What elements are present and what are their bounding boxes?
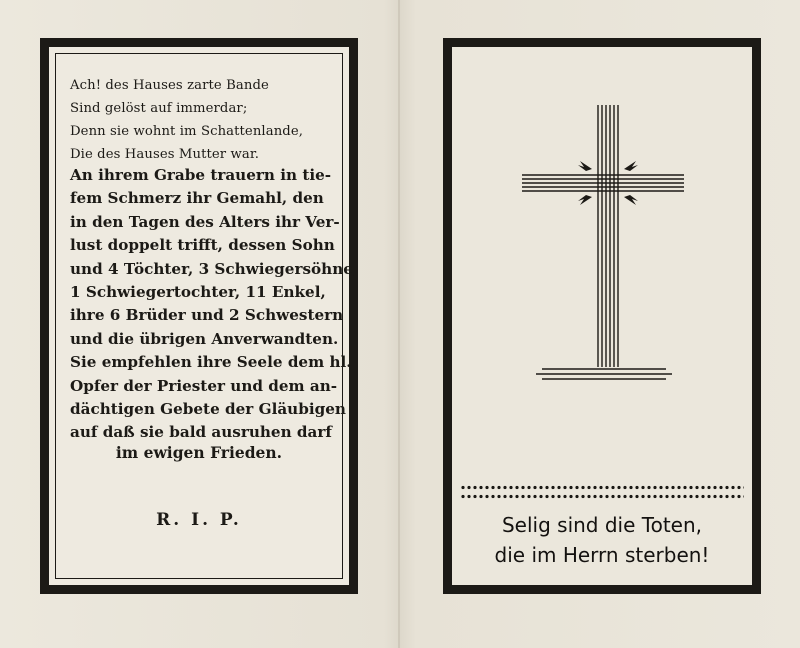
verse-line: Die des Hauses Mutter war. xyxy=(70,147,260,162)
motto-line: die im Herrn sterben! xyxy=(494,543,710,567)
body-line: An ihrem Grabe trauern in tie- xyxy=(70,166,332,184)
closing-line: im ewigen Frieden. xyxy=(115,443,283,462)
body-line: und die übrigen Anverwandten. xyxy=(70,329,339,348)
card-fold xyxy=(398,0,400,648)
right-panel-frame xyxy=(443,38,761,594)
verse-line: Denn sie wohnt im Schattenlande, xyxy=(70,124,304,139)
verse-line: Ach! des Hauses zarte Bande xyxy=(70,78,269,93)
cross-icon xyxy=(522,105,684,395)
dotted-divider xyxy=(460,485,744,490)
mourning-text xyxy=(70,164,359,445)
body-line: 1 Schwiegertochter, 11 Enkel, xyxy=(70,283,326,302)
dotted-divider xyxy=(460,494,744,499)
body-line: und 4 Töchter, 3 Schwiegersöhne, xyxy=(70,259,359,278)
body-line: Sie empfehlen ihre Seele dem hl. xyxy=(70,353,352,372)
body-line: ihre 6 Brüder und 2 Schwestern xyxy=(70,306,344,325)
rip-inscription: R. I. P. xyxy=(156,510,242,530)
left-panel-frame xyxy=(40,38,358,594)
body-line: Opfer der Priester und dem an- xyxy=(70,376,338,395)
left-panel-inner-border xyxy=(55,53,359,579)
memorial-verse xyxy=(70,74,340,166)
verse-line: Sind gelöst auf immerdar; xyxy=(70,101,248,116)
motto-line: Selig sind die Toten, xyxy=(501,513,703,537)
motto xyxy=(452,510,752,570)
body-line: auf daß sie bald ausruhen darf xyxy=(70,423,332,442)
body-line: dächtigen Gebete der Gläubigen xyxy=(70,400,346,419)
body-line: in den Tagen des Alters ihr Ver- xyxy=(70,212,340,231)
body-line: fem Schmerz ihr Gemahl, den xyxy=(70,189,324,208)
body-line: lust doppelt trifft, dessen Sohn xyxy=(70,236,335,255)
